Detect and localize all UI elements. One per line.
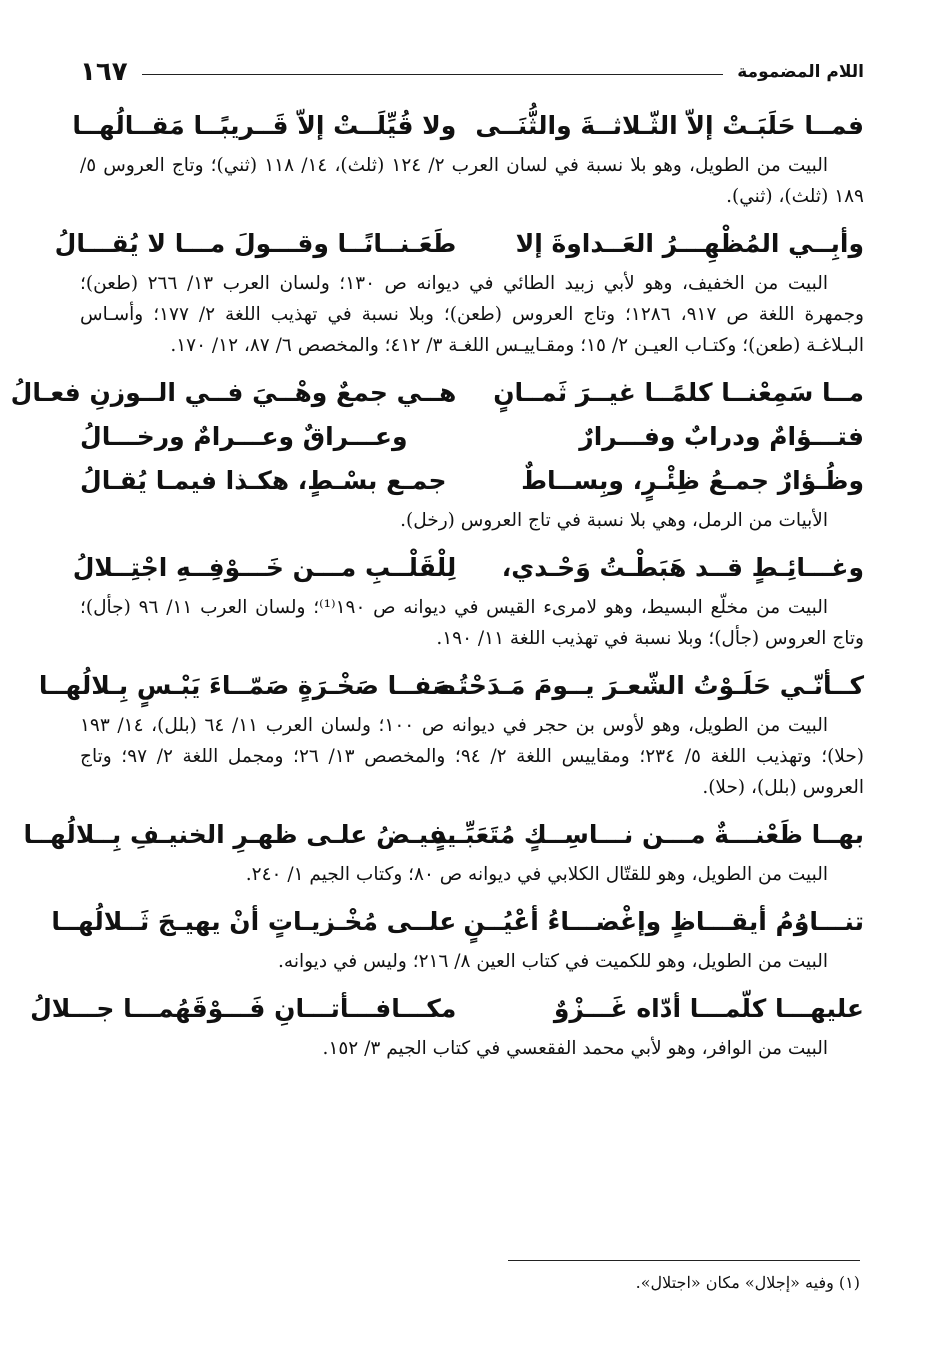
verse-line <box>54 222 864 266</box>
verse-line <box>80 459 864 503</box>
verse-second-hemistich: جمـع بسْـطٍ، هكـذا فيمـا يُقـالُ <box>80 466 447 495</box>
citation-note: البيت من الطويل، وهو للكميت في كتاب العين ٨/ ٢١٦؛ وليس في ديوانه. <box>278 951 828 972</box>
page-header <box>80 52 864 92</box>
verse-first-hemistich: بهــا ظَعْنـــةٌ مـــن نـــاسِــكٍ مُتَعَبِّــدٍ <box>433 820 864 849</box>
entry-4 <box>72 546 864 654</box>
verse-second-hemistich: صَفــا صَخْـرَةٍ صَمّــاءَ يَبْـسٍ بِـلالُهــا <box>38 671 457 700</box>
verse-second-hemistich: يفيـضُ علـى ظهـرِ الخنيـفِ بِــلالُهــا <box>23 820 457 849</box>
page-number: ١٦٧ <box>80 57 128 87</box>
entry-5 <box>38 664 864 803</box>
verse-second-hemistich: مكـــافـــأتـــانِ فَـــوْقَهُمـــا جـــلالُ <box>30 994 457 1023</box>
entry-8 <box>30 987 864 1064</box>
page-content <box>10 104 864 1064</box>
verse-line <box>72 104 864 148</box>
entry-6 <box>23 813 864 890</box>
verse-first-hemistich: فتـــؤامٌ ودرابٌ وفـــرارٌ <box>579 422 864 451</box>
verse-second-hemistich: ولا قُيِّلَــتْ إلاّ قَــريبًــا مَقــالُهــا <box>72 111 457 140</box>
entry-3 <box>10 371 864 536</box>
verse-second-hemistich: طَعَـنــانًــا وقـــولَ مـــا لا يُقـــالُ <box>54 229 457 258</box>
verse-second-hemistich: لِلْقَلْــبِ مـــن خَـــوْفِــهِ اجْتِــلالُ <box>72 553 457 582</box>
verse-first-hemistich: وظُـؤارٌ جمـعُ ظِئْـرٍ، وبِســاطٌ <box>521 466 864 495</box>
citation-note: البيت من الطويل، وهو بلا نسبة في لسان العرب ٢/ ١٢٤ (ثلث)، ١٤/ ١١٨ (ثني)؛ وتاج العروس ٥/ ١٨٩ (ثلث)، (ثني). <box>80 155 864 207</box>
verse-line <box>51 900 864 944</box>
header-rule <box>142 74 724 75</box>
verse-line <box>23 813 864 857</box>
verse-second-hemistich: وعـــراقٌ وعـــرامٌ ورخـــالُ <box>80 422 408 451</box>
verse-first-hemistich: فمــا حَلَبَـتْ إلاّ الثّـلاثــةَ والثُّنَــى <box>475 111 864 140</box>
running-title: اللام المضمومة <box>737 62 864 82</box>
verse-first-hemistich: وغـــائِـطٍ قــد هَبَطْـتُ وَحْـدي، <box>501 553 864 582</box>
citation-note: البيت من مخلّع البسيط، وهو لامرىء القيس في ديوانه ص ١٩٠⁽¹⁾؛ ولسان العرب ١١/ ٩٦ (جأل)؛ وتاج العروس (جأل)؛ وبلا نسبة في تهذيب اللغة ١١/ ١٩٠. <box>80 597 864 649</box>
citation-note: البيت من الطويل، وهو لأوس بن حجر في ديوانه ص ١٠٠؛ ولسان العرب ١١/ ٦٤ (بلل)، ١٤/ ١٩٣ (حلا)؛ وتهذيب اللغة ٥/ ٢٣٤؛ ومقاييس اللغة ٢/ ٩٤؛ والمخصص ١٣/ ٢٦؛ ومجمل اللغة ٢/ ٩٧؛ وتاج العروس (بلل)، (حلا). <box>80 715 864 798</box>
verse-line <box>72 546 864 590</box>
verse-first-hemistich: وأبِــي المُظْهِـــرُ العَــداوةَ إلا <box>515 229 864 258</box>
verse-first-hemistich: تنـــاوُمُ أيقـــاظٍ وإغْضـــاءُ أعْيُــنٍ <box>463 907 864 936</box>
entry-7 <box>51 900 864 977</box>
verse-line <box>38 664 864 708</box>
footnote-rule <box>508 1260 860 1261</box>
entry-1 <box>72 104 864 212</box>
verse-first-hemistich: مــا سَمِعْنــا كلمًــا غيــرَ ثَمــانٍ <box>493 378 864 407</box>
entry-2 <box>54 222 864 361</box>
verse-first-hemistich: كــأنّـي حَلَـوْتُ الشّعـرَ يــومَ مَـدَحْتُـه <box>434 671 864 700</box>
verse-line <box>30 987 864 1031</box>
citation-note: البيت من الوافر، وهو لأبي محمد الفقعسي في كتاب الجيم ٣/ ١٥٢. <box>322 1038 828 1059</box>
verse-second-hemistich: علــى مُخْـزيـاتٍ أنْ يهيـجَ ثَــلالُهــا <box>51 907 457 936</box>
verse-second-hemistich: هــي جمعٌ وهْــيَ فــي الــوزنِ فعـالُ <box>10 378 457 407</box>
verse-line <box>80 415 864 459</box>
citation-note: البيت من الخفيف، وهو لأبي زبيد الطائي في ديوانه ص ١٣٠؛ ولسان العرب ١٣/ ٢٦٦ (طعن)؛ وجمهرة اللغة ص ٩١٧، ١٢٨٦؛ وتاج العروس (طعن)؛ وبلا نسبة في تهذيب اللغة ٢/ ١٧٧؛ وأسـاس البـلاغـة (طعن)؛ وكتـاب العيـن ٢/ ١٥؛ ومقـاييـس اللغـة ٣/ ٤١٢؛ والمخصص ٦/ ٨٧، ١٢/ ١٧٠. <box>80 273 864 356</box>
citation-note: البيت من الطويل، وهو للقتّال الكلابي في ديوانه ص ٨٠؛ وكتاب الجيم ١/ ٢٤٠. <box>245 864 828 885</box>
verse-line <box>10 371 864 415</box>
citation-note: الأبيات من الرمل، وهي بلا نسبة في تاج العروس (رخل). <box>400 510 828 531</box>
footnote: (١) وفيه «إجلال» مكان «اجتلال». <box>635 1273 860 1292</box>
verse-first-hemistich: عليهـــا كلّمـــا أدّاه غَـــزْوٌ <box>553 994 864 1023</box>
